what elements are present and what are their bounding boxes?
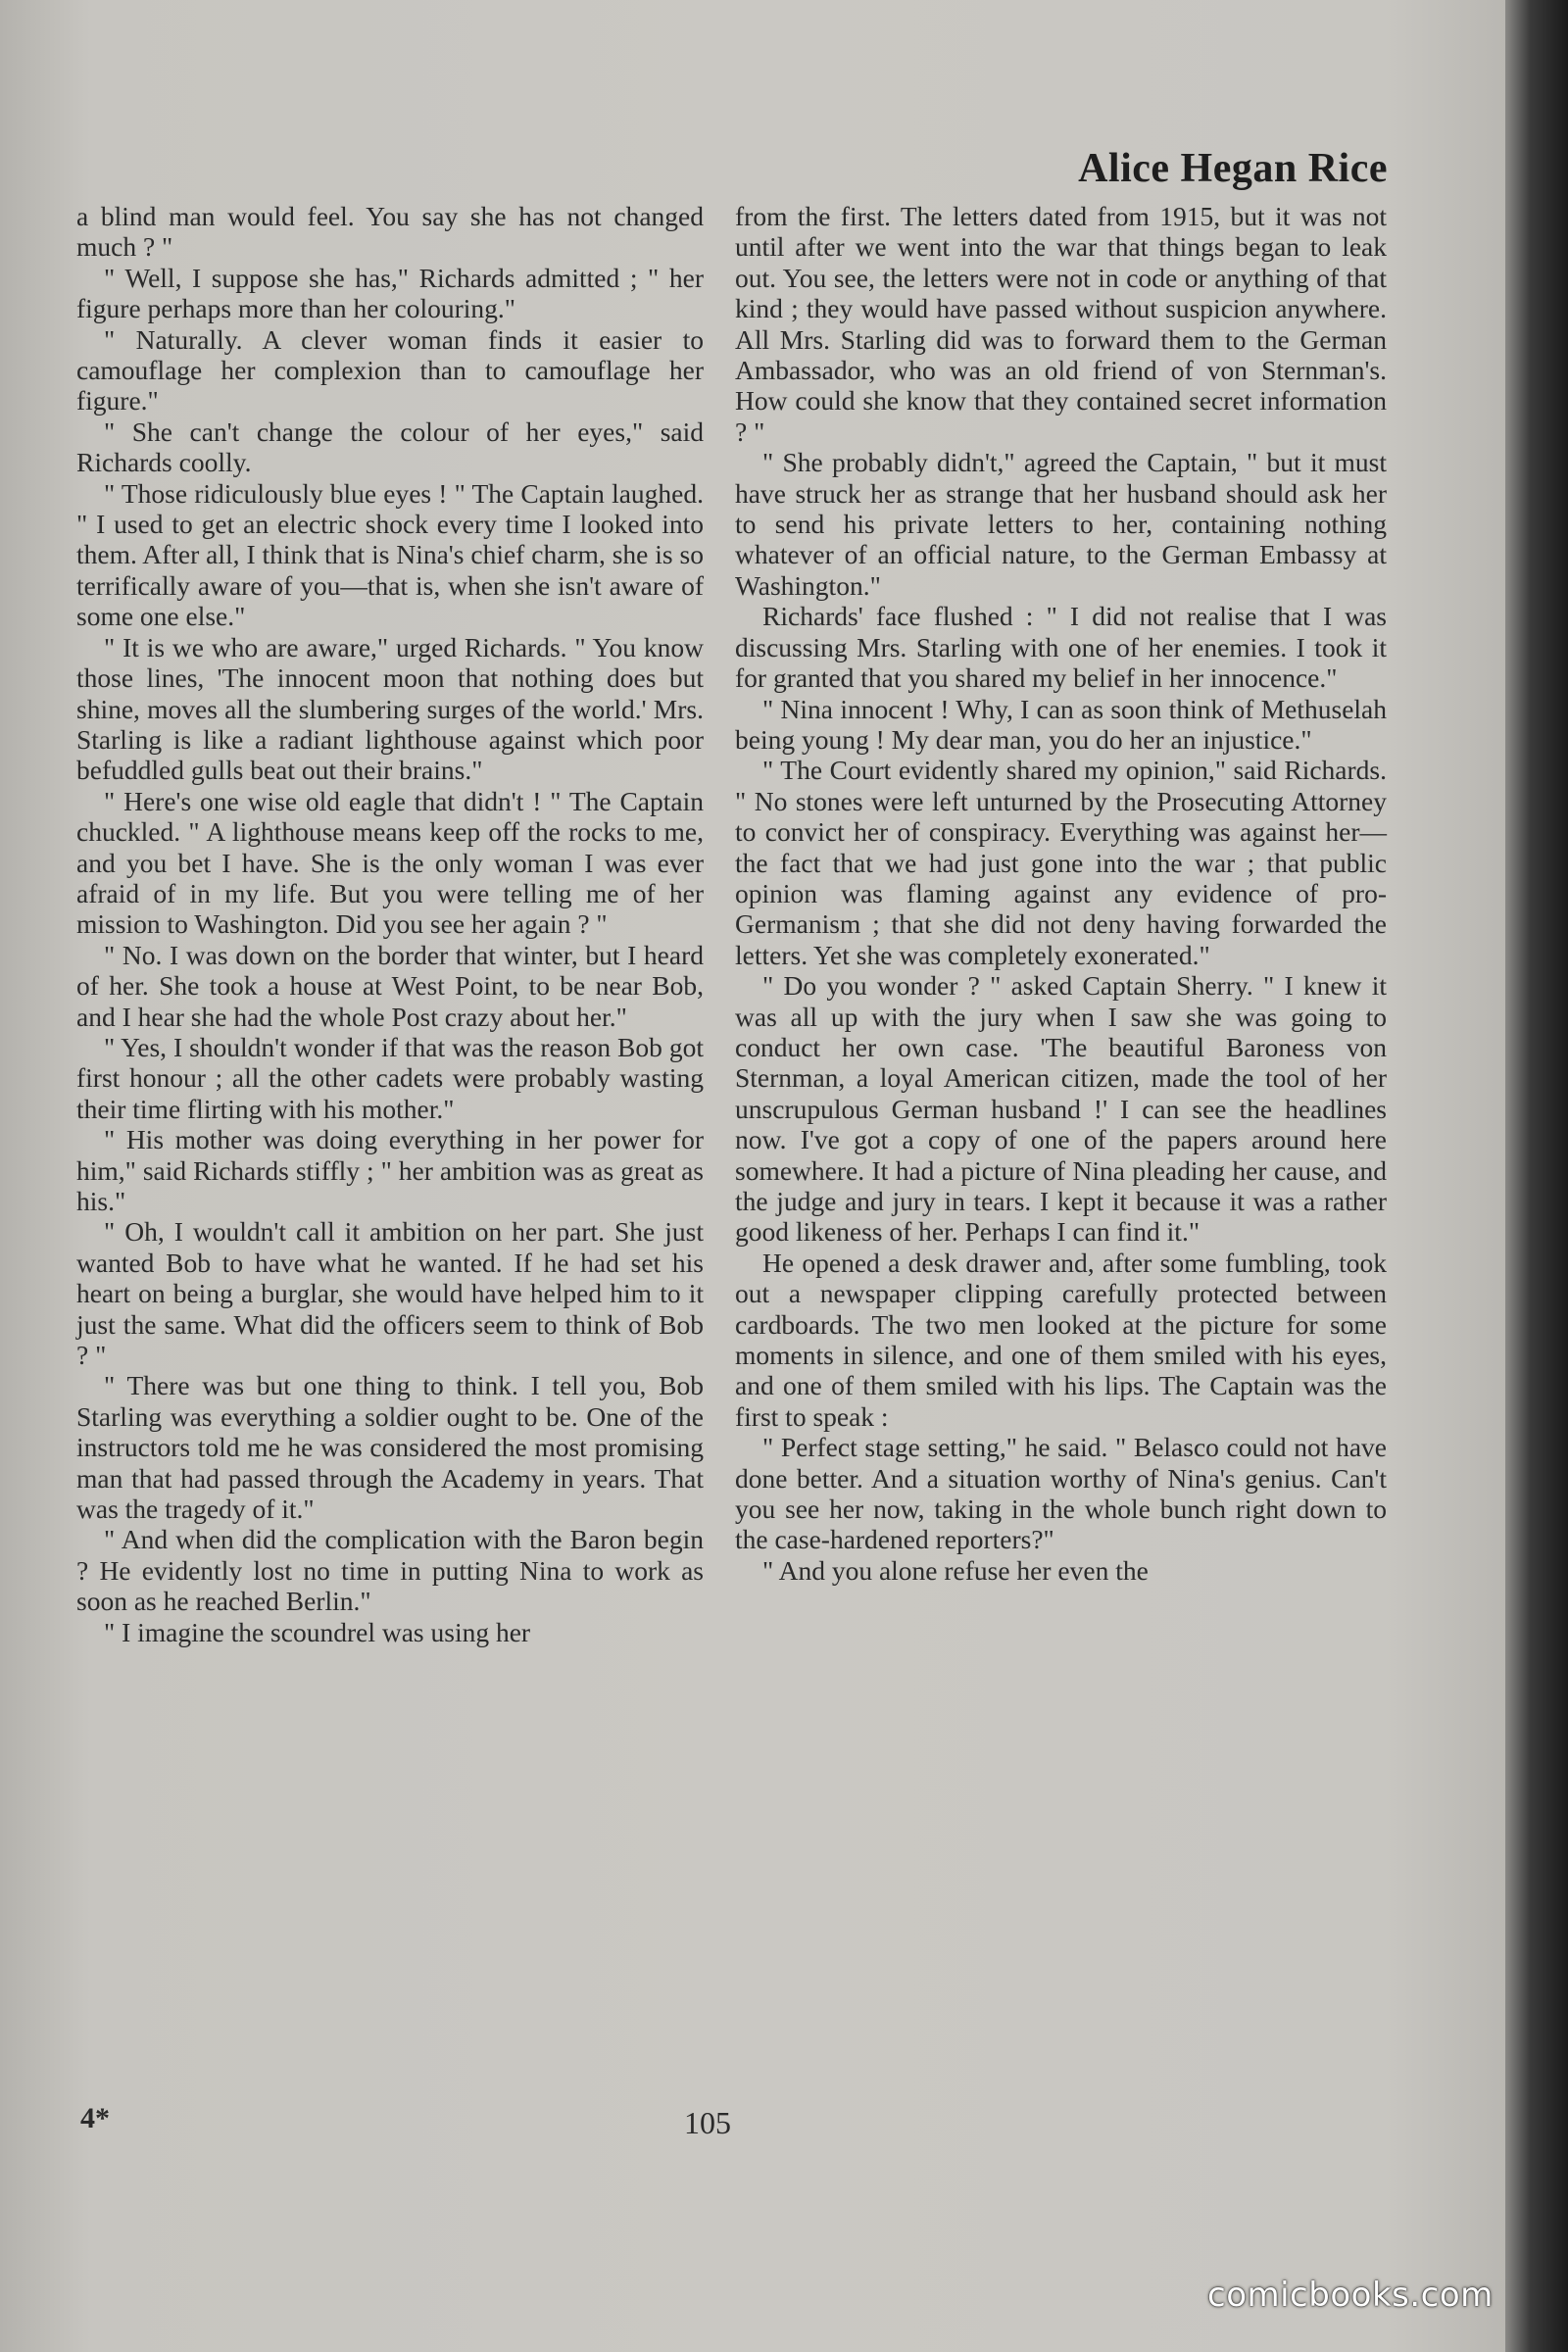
paragraph: " I imagine the scoundrel was using her: [104, 1616, 531, 1647]
paragraph: " Naturally. A clever woman finds it easier to camouflage her complexion than to camouflage her figure.": [76, 323, 704, 416]
paragraph: " And you alone refuse her even the: [762, 1554, 1149, 1586]
paragraph: " Do you wonder ? " asked Captain Sherry. " I knew it was all up with the jury when I saw she was going to conduct her own case. 'The beautiful Baroness von Sternman, a loyal American citizen, made the tool of her unscrupulous German husband !' I can see the headlines now. I've got a copy of one of the papers around here somewhere. It had a picture of Nina pleading her cause, and the judge and jury in tears. I kept it because it was a rather good likeness of her. Perhaps I can find it.": [735, 970, 1387, 1248]
paragraph: " She probably didn't," agreed the Captain, " but it must have struck her as strange that her husband should ask her to send his private letters to her, containing nothing whatever of an official nature, to the German Embassy at Washington.": [735, 447, 1387, 601]
paragraph: from the first. The letters dated from 1915, but it was not until after we went into the war that things began to leak out. You see, the letters were not in code or anything of that kind ; they would have passed without suspicion anywhere. All Mrs. Starling did was to forward them to the German Ambassador, who was an old friend of von Sternman's. How could she know that they contained secret information ? ": [735, 201, 1387, 447]
paragraph: He opened a desk drawer and, after some fumbling, took out a newspaper clipping carefully protected between cardboards. The two men looked at the picture for some moments in silence, and one of them smiled with his eyes, and one of them smiled with his lips. The Captain was the first to speak :: [735, 1247, 1387, 1432]
paragraph: " Perfect stage setting," he said. " Belasco could not have done better. And a situation worthy of Nina's genius. Can't you see her now, taking in the whole bunch right down to the case-hardened reporters?": [735, 1432, 1387, 1555]
book-spine-shadow: [1505, 0, 1568, 2352]
paragraph: " The Court evidently shared my opinion," said Richards. " No stones were left unturned by the Prosecuting Attorney to convict her of conspiracy. Everything was against her—the fact that we had just gone into the war ; that public opinion was flaming against any evidence of pro-Germanism ; that she did not deny having forwarded the letters. Yet she was completely exonerated.": [735, 755, 1387, 970]
signature-mark: 4*: [80, 2102, 110, 2134]
text-column-left: [76, 201, 704, 1647]
paragraph: " Those ridiculously blue eyes ! " The Captain laughed. " I used to get an electric shock every time I looked into them. After all, I think that is Nina's chief charm, she is so terrifically aware of you—that is, when she isn't aware of some one else.": [76, 477, 704, 632]
paragraph: " It is we who are aware," urged Richards. " You know those lines, 'The innocent moon that nothing does but shine, moves all the slumbering surges of the world.' Mrs. Starling is like a radiant lighthouse against which poor befuddled gulls beat out their brains.": [76, 631, 704, 786]
paragraph: " Yes, I shouldn't wonder if that was the reason Bob got first honour ; all the other cadets were probably wasting their time flirting with his mother.": [76, 1031, 704, 1124]
paragraph: " Nina innocent ! Why, I can as soon think of Methuselah being young ! My dear man, you do her an injustice.": [735, 693, 1387, 755]
paragraph: " Here's one wise old eagle that didn't ! " The Captain chuckled. " A lighthouse means keep off the rocks to me, and you bet I have. She is the only woman I was ever afraid of in my life. But you were telling me of her mission to Washington. Did you see her again ? ": [76, 785, 704, 940]
running-header-author: Alice Hegan Rice: [1078, 146, 1388, 191]
paragraph: " And when did the complication with the Baron begin ? He evidently lost no time in putting Nina to work as soon as he reached Berlin.": [76, 1524, 704, 1617]
watermark-text: comicbooks.com: [1207, 2276, 1494, 2315]
paragraph: " His mother was doing everything in her power for him," said Richards stiffly ; " her ambition was as great as his.": [76, 1124, 704, 1216]
paragraph: a blind man would feel. You say she has not changed much ? ": [76, 201, 704, 263]
paragraph: " No. I was down on the border that winter, but I heard of her. She took a house at West Point, to be near Bob, and I hear she had the whole Post crazy about her.": [76, 939, 704, 1032]
text-column-right: [735, 201, 1387, 1586]
paragraph: " She can't change the colour of her eyes," said Richards coolly.: [76, 416, 704, 478]
paragraph: " Well, I suppose she has," Richards admitted ; " her figure perhaps more than her colouring.": [76, 262, 704, 324]
paragraph: " Oh, I wouldn't call it ambition on her part. She just wanted Bob to have what he wanted. If he had set his heart on being a burglar, she would have helped him to it just the same. What did the officers seem to think of Bob ? ": [76, 1216, 704, 1371]
paragraph: " There was but one thing to think. I tell you, Bob Starling was everything a soldier ought to be. One of the instructors told me he was considered the most promising man that had passed through the Academy in years. That was the tragedy of it.": [76, 1370, 704, 1525]
page-number: 105: [684, 2105, 731, 2140]
paragraph: Richards' face flushed : " I did not realise that I was discussing Mrs. Starling with one of her enemies. I took it for granted that you shared my belief in her innocence.": [735, 601, 1387, 694]
